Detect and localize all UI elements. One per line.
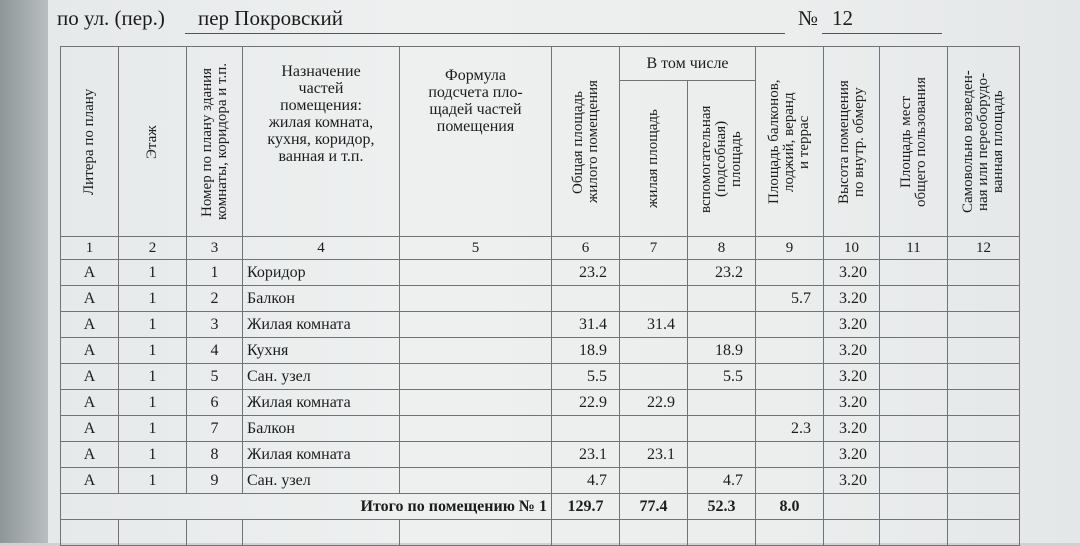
rooms-table (60, 46, 1020, 546)
cell-height: 3.20 (824, 416, 880, 442)
table-row (61, 338, 1020, 364)
table-row (61, 442, 1020, 468)
col-header-12: Самовольно возведен- ная или переоборудо- ванная площадь (948, 47, 1020, 237)
cell-unauthorized-area (948, 468, 1020, 494)
cell-aux-area (688, 390, 756, 416)
cell-height: 3.20 (824, 312, 880, 338)
cell-formula (400, 442, 552, 468)
cell-total-area: 18.9 (552, 338, 620, 364)
cell-litera: А (61, 260, 119, 286)
cell-unauthorized-area (948, 442, 1020, 468)
cell-total-area: 31.4 (552, 312, 620, 338)
cell-common-area (880, 286, 948, 312)
col-header-5: Формула подсчета пло- щадей частей помещения (400, 47, 552, 237)
col-header-4: Назначение частей помещения: жилая комната, кухня, коридор, ванная и т.п. (243, 47, 400, 237)
cell-common-area (880, 442, 948, 468)
cell-total-area (552, 416, 620, 442)
cell-total-area: 23.1 (552, 442, 620, 468)
cell-unauthorized-area (948, 390, 1020, 416)
cell-common-area (880, 312, 948, 338)
cell-height: 3.20 (824, 442, 880, 468)
cell-aux-area: 23.2 (688, 260, 756, 286)
cell-living-area (620, 416, 688, 442)
col-number: 9 (756, 237, 824, 260)
cell-floor: 1 (119, 390, 187, 416)
cell-room-number: 8 (187, 442, 243, 468)
column-number-row (61, 237, 1020, 260)
empty-cell (61, 520, 119, 546)
cell-living-area (620, 338, 688, 364)
empty-cell (948, 494, 1020, 520)
cell-living-area (620, 260, 688, 286)
cell-living-area: 22.9 (620, 390, 688, 416)
number-value: 12 (832, 6, 853, 30)
cell-balcony-area (756, 260, 824, 286)
table-row (61, 416, 1020, 442)
cell-balcony-area: 5.7 (756, 286, 824, 312)
table-row (61, 468, 1020, 494)
col-header-10: Высота помещения по внутр. обмеру (824, 47, 880, 237)
col-header-6: Общая площадь жилого помещения (552, 47, 620, 237)
table-row (61, 312, 1020, 338)
cell-floor: 1 (119, 468, 187, 494)
cell-aux-area: 5.5 (688, 364, 756, 390)
empty-cell (552, 520, 620, 546)
cell-room-purpose: Жилая комната (243, 312, 400, 338)
cell-formula (400, 286, 552, 312)
col-number: 11 (880, 237, 948, 260)
cell-litera: А (61, 312, 119, 338)
cell-room-number: 4 (187, 338, 243, 364)
cell-litera: А (61, 390, 119, 416)
cell-room-purpose: Жилая комната (243, 442, 400, 468)
cell-floor: 1 (119, 364, 187, 390)
cell-common-area (880, 468, 948, 494)
col-header-1: Литера по плану (61, 47, 119, 237)
cell-formula (400, 390, 552, 416)
table-row (61, 260, 1020, 286)
page-edge-shadow (0, 0, 48, 543)
col-number: 6 (552, 237, 620, 260)
cell-formula (400, 260, 552, 286)
cell-height: 3.20 (824, 364, 880, 390)
cell-room-purpose: Балкон (243, 416, 400, 442)
cell-room-purpose: Жилая комната (243, 390, 400, 416)
cell-common-area (880, 338, 948, 364)
cell-floor: 1 (119, 442, 187, 468)
cell-common-area (880, 364, 948, 390)
col-header-11: Площадь мест общего пользования (880, 47, 948, 237)
table-row (61, 390, 1020, 416)
cell-floor: 1 (119, 338, 187, 364)
rows-body (61, 260, 1020, 494)
header-row-top (61, 47, 1020, 81)
empty-cell (243, 520, 400, 546)
cell-litera: А (61, 442, 119, 468)
cell-unauthorized-area (948, 286, 1020, 312)
cell-formula (400, 338, 552, 364)
table-row (61, 286, 1020, 312)
blank-row (61, 520, 1020, 546)
col-header-group: В том числе (620, 47, 756, 81)
col-header-2: Этаж (119, 47, 187, 237)
street-label: по ул. (пер.) (57, 6, 165, 30)
cell-height: 3.20 (824, 260, 880, 286)
cell-room-purpose: Сан. узел (243, 364, 400, 390)
cell-aux-area (688, 416, 756, 442)
cell-aux-area: 4.7 (688, 468, 756, 494)
cell-balcony-area: 2.3 (756, 416, 824, 442)
cell-aux-area: 18.9 (688, 338, 756, 364)
cell-living-area: 31.4 (620, 312, 688, 338)
cell-formula (400, 416, 552, 442)
cell-total-area: 4.7 (552, 468, 620, 494)
cell-unauthorized-area (948, 312, 1020, 338)
col-number: 12 (948, 237, 1020, 260)
col-header-8: вспомогательная (подсобная) площадь (688, 81, 756, 237)
cell-living-area (620, 286, 688, 312)
empty-cell (880, 520, 948, 546)
cell-common-area (880, 416, 948, 442)
cell-room-number: 5 (187, 364, 243, 390)
cell-height: 3.20 (824, 468, 880, 494)
street-underline (185, 33, 785, 34)
cell-total-area: 22.9 (552, 390, 620, 416)
number-label: № (798, 6, 819, 30)
cell-litera: А (61, 468, 119, 494)
cell-floor: 1 (119, 286, 187, 312)
col-header-3: Номер по плану здания комнаты, коридора и т.п. (187, 47, 243, 237)
col-number: 7 (620, 237, 688, 260)
cell-unauthorized-area (948, 338, 1020, 364)
col-header-7: жилая площадь (620, 81, 688, 237)
cell-room-number: 2 (187, 286, 243, 312)
cell-floor: 1 (119, 312, 187, 338)
empty-cell (620, 520, 688, 546)
empty-cell (756, 520, 824, 546)
cell-balcony-area (756, 390, 824, 416)
cell-aux-area (688, 286, 756, 312)
number-underline (822, 33, 942, 34)
cell-common-area (880, 390, 948, 416)
empty-cell (187, 520, 243, 546)
cell-living-area (620, 468, 688, 494)
totals-living: 77.4 (620, 494, 688, 520)
empty-cell (400, 520, 552, 546)
empty-cell (880, 494, 948, 520)
cell-balcony-area (756, 442, 824, 468)
col-number: 4 (243, 237, 400, 260)
empty-cell (824, 520, 880, 546)
cell-living-area: 23.1 (620, 442, 688, 468)
col-number: 5 (400, 237, 552, 260)
cell-balcony-area (756, 338, 824, 364)
cell-height: 3.20 (824, 338, 880, 364)
cell-formula (400, 364, 552, 390)
totals-row (61, 494, 1020, 520)
totals-aux: 52.3 (688, 494, 756, 520)
cell-room-purpose: Коридор (243, 260, 400, 286)
empty-cell (824, 494, 880, 520)
cell-litera: А (61, 416, 119, 442)
cell-room-number: 3 (187, 312, 243, 338)
cell-unauthorized-area (948, 364, 1020, 390)
table-row (61, 364, 1020, 390)
cell-unauthorized-area (948, 416, 1020, 442)
col-header-9: Площадь балконов, лоджий, веранд и террас (756, 47, 824, 237)
cell-litera: А (61, 338, 119, 364)
cell-room-purpose: Сан. узел (243, 468, 400, 494)
empty-cell (688, 520, 756, 546)
cell-room-number: 9 (187, 468, 243, 494)
col-number: 10 (824, 237, 880, 260)
cell-common-area (880, 260, 948, 286)
cell-height: 3.20 (824, 286, 880, 312)
cell-total-area: 5.5 (552, 364, 620, 390)
totals-balcony: 8.0 (756, 494, 824, 520)
cell-aux-area (688, 312, 756, 338)
cell-floor: 1 (119, 416, 187, 442)
cell-formula (400, 312, 552, 338)
totals-total: 129.7 (552, 494, 620, 520)
cell-balcony-area (756, 468, 824, 494)
cell-formula (400, 468, 552, 494)
street-value: пер Покровский (198, 6, 343, 30)
col-number: 8 (688, 237, 756, 260)
cell-litera: А (61, 286, 119, 312)
cell-room-purpose: Кухня (243, 338, 400, 364)
empty-cell (119, 520, 187, 546)
cell-aux-area (688, 442, 756, 468)
cell-unauthorized-area (948, 260, 1020, 286)
col-number: 3 (187, 237, 243, 260)
empty-cell (948, 520, 1020, 546)
cell-floor: 1 (119, 260, 187, 286)
cell-room-number: 6 (187, 390, 243, 416)
cell-room-number: 1 (187, 260, 243, 286)
totals-label: Итого по помещению № 1 (61, 494, 552, 520)
col-number: 2 (119, 237, 187, 260)
cell-balcony-area (756, 312, 824, 338)
cell-height: 3.20 (824, 390, 880, 416)
cell-living-area (620, 364, 688, 390)
cell-balcony-area (756, 364, 824, 390)
cell-total-area: 23.2 (552, 260, 620, 286)
cell-room-purpose: Балкон (243, 286, 400, 312)
cell-total-area (552, 286, 620, 312)
cell-room-number: 7 (187, 416, 243, 442)
cell-litera: А (61, 364, 119, 390)
col-number: 1 (61, 237, 119, 260)
